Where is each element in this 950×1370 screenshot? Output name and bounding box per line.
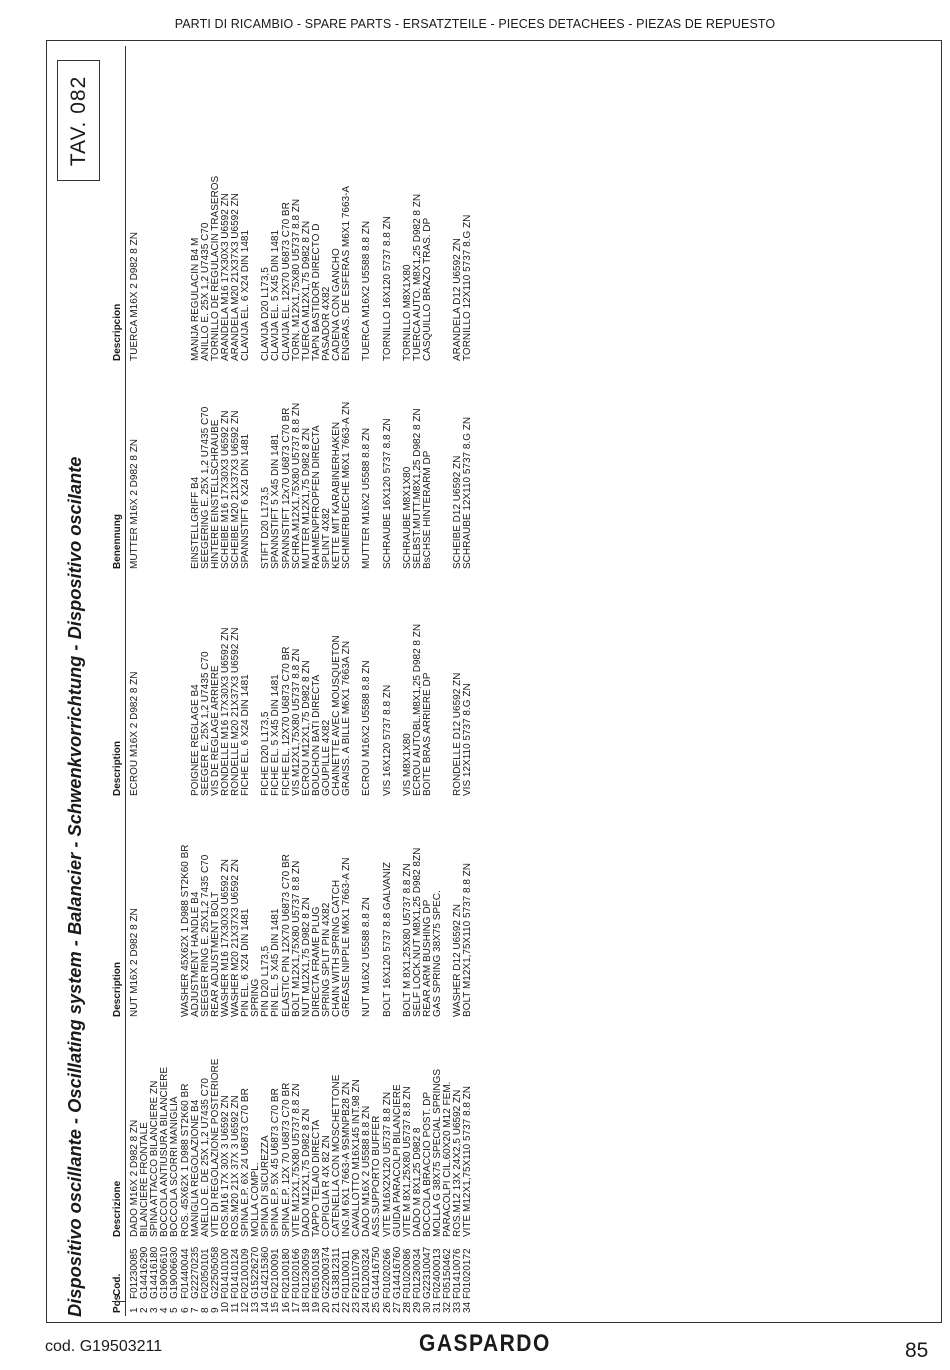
cell-it: BOCCOLA BRACCIO POST. DP [421,1091,433,1237]
cell-de: MUTTER M12X1,75 D982 8 ZN [300,427,312,569]
table-row [170,46,180,1316]
cell-en: NUT M12X1,75 D982 8 ZN [300,897,312,1017]
cell-en: SELF LOCK.NUT M8X1,25 D982 8ZN [411,847,423,1017]
cell-en: WASHER M16 17X30X3 U6592 ZN [219,858,231,1017]
cell-fr: FICHE EL. 5 X45 DIN 1481 [270,674,282,796]
cell-en: REAR ADJUSTMENT BOLT [209,891,221,1017]
cell-en: WASHER 45X62X 1 D988 ST2K60 BR [179,844,191,1017]
cell-fr: BOUCHON BATI DIRECTA [310,674,322,796]
cell-pos: 6 [179,1307,191,1313]
cell-cod: G19006610 [159,1246,171,1299]
cell-de: MUTTER M16X 2 D982 8 ZN [129,438,140,569]
cell-cod: F01440044 [179,1248,191,1299]
cell-it: ASS.SUPPORTO BUFFER [371,1115,383,1237]
tav-label: TAV. 082 [66,75,90,166]
cell-es: TORNILLO DE REGULACIN TRASEROS [209,175,221,361]
cell-pos: 18 [300,1301,312,1313]
cell-cod: G14416760 [391,1246,403,1299]
cell-pos: 15 [270,1301,282,1313]
cell-cod: F01020266 [381,1248,393,1299]
cell-es: TORN. M12X1,75X80 U5737 8.8 ZN [290,198,302,361]
cell-pos: 3 [149,1307,161,1313]
cell-pos: 11 [230,1302,241,1313]
cell-cod: F01410124 [230,1248,241,1299]
cell-it: ROS. 45X62X 1 D988 ST2K60 BR [179,1083,191,1237]
cell-pos: 34 [462,1301,474,1313]
cell-es: TUERCA M16X2 U5588 8.8 ZN [361,220,373,361]
cell-pos: 30 [421,1301,433,1313]
cell-pos: 21 [331,1301,342,1313]
cell-es: TUERCA M16X 2 D982 8 ZN [129,232,140,361]
cell-pos: 33 [452,1301,464,1313]
cell-fr: ECROU M16X 2 D982 8 ZN [129,671,140,796]
cell-pos: 12 [240,1301,252,1313]
cell-it: PARACOLPI CIL.60X20 M12 FEM. [442,1081,454,1237]
cell-pos: 1 [129,1307,140,1313]
cell-pos: 27 [391,1301,403,1313]
cell-it: DADO M16X 2 U5588 8.8 ZN [361,1105,373,1237]
cell-pos: 24 [361,1301,373,1313]
cell-it: ANELLO E. DE 25X 1,2 U7435 C70 [199,1078,211,1237]
cell-es: CLAVIJA D20 L173,5 [260,267,272,361]
cell-es: PASADOR 4X82 [320,286,332,361]
cell-pos: 19 [310,1301,322,1313]
table-row [372,46,382,1316]
brand-logo: GASPARDO [419,1330,551,1357]
cell-cod: G14416290 [139,1246,151,1299]
cell-cod: F01200324 [361,1248,373,1299]
col-description-fr: Description [112,740,123,796]
cell-fr: FICHE D20 L173,5 [260,711,272,796]
cell-de: STIFT D20 L173,5 [260,486,272,569]
cell-es: TUERCA AUTO. M8X1,25 D982 8 ZN [411,193,423,361]
cell-cod: F02400013 [432,1248,443,1299]
cell-cod: F01020086 [401,1248,413,1299]
cell-en: NUT M16X2 U5588 8.8 ZN [361,897,373,1017]
cell-it: CAVALLOTTO M16X145 INT.98 ZN [351,1079,363,1237]
cell-cod: F01100011 [341,1249,353,1299]
cell-de: SCHRA.M12X1,75X80 U5737 8.8 ZN [290,402,302,569]
cell-en: WASHER M20 21X37X3 U6592 ZN [230,858,241,1017]
cell-it: DADO M 8X1,25 D982 8 [411,1127,423,1237]
cell-pos: 23 [351,1301,363,1313]
pos-separator [112,1301,126,1302]
cell-it: CATENELLA CON MOSCHETTONE [331,1074,342,1237]
cell-es: ENGRAS. DE ESFERAS M6X1 7663-A [341,185,353,361]
cell-fr: VIS DE REGLAGE ARRIERE [209,665,221,796]
cell-it: VITE M 8X1,25X80 U5737 8.8 ZN [401,1086,413,1237]
cell-de: SPANNSTIFT 5 X45 DIN 1481 [270,433,282,569]
col-descrizione: Descrizione [112,1180,123,1237]
cell-pos: 13 [250,1301,262,1313]
cell-cod: G22505058 [209,1246,221,1299]
page-number: 85 [905,1339,929,1362]
cell-pos: 17 [290,1301,302,1313]
spare-parts-header: PARTI DI RICAMBIO - SPARE PARTS - ERSATZTEILE - PIECES DETACHEES - PIEZAS DE REPUESTO [174,17,776,31]
cell-cod: G14416750 [371,1246,383,1299]
cell-fr: SEEGER E. 25X 1,2 U7435 C70 [199,651,211,796]
cell-cod: F01020166 [290,1248,302,1299]
table-row [282,46,292,1316]
cell-de: MUTTER M16X2 U5588 8.8 ZN [361,427,373,569]
col-descripcion: Descripcion [112,303,123,361]
table-row [241,46,251,1316]
cell-cod: F20110790 [351,1249,363,1299]
cell-fr: POIGNEE REGLAGE B4 [189,684,201,796]
cell-en: SEEGER RING E. 25X1,2 7435 C70 [199,854,211,1017]
cell-it: ROS.M20 21X 37X 3 U6592 ZN [230,1095,241,1237]
cell-es: TORNILLO M8X1X80 [401,264,413,361]
cell-es: TORNILLO 16X120 5737 8.8 ZN [381,216,393,361]
table-row [271,46,281,1316]
cell-it: MANIGLIA REGOLAZIONE B4 [189,1099,201,1237]
cell-de: SCHEIBE D12 U6592 ZN [452,455,464,569]
cell-pos: 14 [260,1301,272,1313]
cell-pos: 7 [189,1307,201,1313]
cell-fr: VIS 16X120 5737 8.8 ZN [381,684,393,796]
cell-fr: RONDELLE D12 U6592 ZN [452,672,464,796]
header-rule [125,46,126,1316]
cell-es: ARANDELA D12 U6592 ZN [452,238,464,361]
cell-en: BOLT 16X120 5737 8.8 GALVANIZ [381,862,393,1017]
cell-pos: 32 [442,1301,454,1313]
cell-pos: 2 [139,1307,151,1313]
cell-it: SPINA E.P. 12X 70 U6873 C70 BR [280,1082,292,1237]
cell-es: TORNILLO 12X110 5737 8.G ZN [462,214,474,361]
cell-it: ROS.M16 17X 30X 3 U6592 ZN [219,1095,231,1237]
table-row [181,46,191,1316]
cell-de: SPANNSTIFT 6 X24 DIN 1481 [240,433,252,569]
cell-de: KETTE MIT KARABINERHAKEN [331,421,342,569]
cell-es: CLAVIJA EL. 5 X45 DIN 1481 [270,229,282,361]
cell-es: CADENA CON GANCHO [331,248,342,361]
col-pos: Pos. [112,1291,123,1313]
cell-pos: 31 [432,1301,443,1313]
table-row [383,46,393,1316]
cell-en: NUT M16X 2 D982 8 ZN [129,908,140,1017]
cell-it: BOCCOLA SCORRI MANIGLIA [169,1096,181,1237]
cell-fr: VIS M8X1X80 [401,733,413,796]
cell-de: SCHRAUBE 12X110 5737 8.G ZN [462,416,474,569]
cell-it: ING.M 6X1 7663-A 9SMNPB28 ZN [341,1081,353,1237]
cell-it: VITE M12X1,75X110 5737 8.8 ZN [462,1085,474,1237]
cell-it: DADO M12X1,75 D982 8 ZN [300,1108,312,1237]
cell-es: CLAVIJA EL. 6 X24 DIN 1481 [240,229,252,361]
cell-fr: GRAISS. A BILLE M6X1 7663A ZN [341,640,353,796]
cell-it: SPINA DI SICUREZZA [260,1135,272,1237]
cell-fr: VIS 12X110 5737 8.G ZN [462,683,474,796]
cell-pos: 28 [401,1301,413,1313]
cell-es: MANIJA REGULACIN B4 M [189,237,201,361]
cell-en: ADJUSTMENT HANDLE B4 [189,891,201,1017]
cell-de: SCHMIERBUECHE M6X1 7663-A ZN [341,401,353,569]
cell-cod: F01230034 [411,1248,423,1299]
cell-cod: F05150462 [442,1248,454,1299]
cell-en: PIN D20 L173,5 [260,945,272,1017]
cell-de: BsCHSE HINTERARM DP [421,450,433,569]
cell-it: COPIGLIA R 4X 82 ZN [320,1135,332,1237]
cell-en: PIN EL. 6 X24 DIN 1481 [240,908,252,1017]
cell-it: SPINA E.P. 6X 24 U6873 C70 BR [240,1088,252,1237]
cell-fr: VIS M12X1,75X80 U5737 8.8 ZN [290,648,302,796]
cell-pos: 4 [159,1307,171,1313]
cell-cod: F01410100 [219,1248,231,1299]
cell-de: SCHEIBE M20 21X37X3 U6592 ZN [230,410,241,569]
cell-de: SCHRAUBE 16X120 5737 8.8 ZN [381,418,393,569]
cell-it: VITE DI REGOLAZIONE POSTERIORE [209,1058,221,1237]
cell-en: WASHER D12 U6592 ZN [452,904,464,1017]
cell-en: PIN EL. 5 X45 DIN 1481 [270,908,282,1017]
cell-en: BOLT M12X1,75X80 U5737 8.8 ZN [290,860,302,1017]
cell-cod: G22270235 [189,1246,201,1299]
cell-it: TAPPO TELAIO DIRECTA [310,1119,322,1237]
cell-en: CHAIN WITH SPRING CATCH [331,879,342,1017]
cell-de: SEEGERING E. 25X 1,2 U7435 C70 [199,406,211,569]
cell-pos: 10 [219,1301,231,1313]
cell-it: BILANCIERE FRONTALE [139,1122,151,1237]
cell-it: GUIDA PARACOLPI BILANCIERE [391,1084,403,1237]
table-row [251,46,261,1316]
cell-fr: RONDELLE M16 17X30X3 U6592 ZN [219,627,231,796]
cell-it: VITE M16X2X120 U5737 8.8 ZN [381,1091,393,1237]
cell-de: SPLINT 4X82 [320,508,332,569]
cell-it: MOLLA G 38X75 SPECIAL SPRINGS [432,1068,443,1237]
cell-de: SELBST.MUTT.M8X1,25 D982 8 ZN [411,408,423,569]
cell-cod: F02050101 [199,1248,211,1299]
cell-cod: G22310047 [421,1246,433,1299]
cell-cod: F02100091 [270,1248,282,1299]
cell-en: GAS SPRING 38X75 SPEC. [432,890,443,1017]
parts-table [50,46,940,1316]
cell-en: BOLT M 8X1,25X80 U5737 8.8 ZN [401,863,413,1017]
cell-fr: BOITE BRAS ARRIERE DP [421,672,433,796]
col-cod: Cod. [112,1273,123,1296]
cell-pos: 29 [411,1301,423,1313]
cell-pos: 26 [381,1301,393,1313]
cell-cod: G15226270 [250,1246,262,1299]
cell-fr: RONDELLE M20 21X37X3 U6592 ZN [230,627,241,796]
cell-es: ANILLO E. 25X 1,2 U7435 C70 [199,222,211,361]
cell-de: HINTERE EINSTELLSCHRAUBE [209,419,221,569]
cell-cod: G13812311 [331,1247,342,1299]
cell-es: CLAVIJA EL. 12X70 U6873 C70 BR [280,202,292,361]
cell-fr: ECROU AUTOBL.M8X1,25 D982 8 ZN [411,623,423,796]
cell-cod: F01230059 [300,1248,312,1299]
cell-pos: 22 [341,1301,353,1313]
cell-de: EINSTELLGRIFF B4 [189,476,201,569]
cell-cod: F01020172 [462,1248,474,1299]
cell-es: ARANDELA M20 21X37X3 U6592 ZN [230,193,241,361]
cell-en: ELASTIC PIN 12X70 U6873 C70 BR [280,854,292,1017]
cell-de: SPANNSTIFT 12x70 U6873 C70 BR [280,407,292,569]
table-title: Dispositivo oscillante - Oscillating system - Balancier - Schwenkvorrichtung - Dispositivo osciIante [64,456,85,1317]
cell-de: SCHEIBE M16 17X30X3 U6592 ZN [219,410,231,569]
table-row [312,46,322,1316]
cell-es: TAPN BASTIDOR DIRECTO D [310,223,322,361]
cell-it: VITE M12X1,75X80 U5737 8.8 ZN [290,1083,302,1237]
cell-fr: FICHE EL. 6 X24 DIN 1481 [240,674,252,796]
cell-it: ROS.M12 13X 24X2,5 U6592 ZN [452,1089,464,1237]
cell-cod: F01410076 [452,1248,464,1299]
cell-es: ARANDELA M16 17X30X3 U6592 ZN [219,193,231,361]
cell-en: REAR ARM BUSHING DP [421,899,433,1017]
cell-cod: F05100158 [310,1248,322,1299]
cell-pos: 5 [169,1307,181,1313]
document-code: cod. G19503211 [45,1338,163,1355]
cell-cod: G14416180 [149,1246,161,1299]
cell-cod: G22000374 [320,1246,332,1299]
cell-pos: 16 [280,1301,292,1313]
cell-pos: 20 [320,1301,332,1313]
cell-de: SCHRAUBE M8X1X80 [401,466,413,569]
col-benennung: Benennung [112,514,123,569]
cell-it: MOLLA COMPL. [250,1162,262,1237]
cell-fr: FICHE EL. 12X70 U6873 C70 BR [280,646,292,796]
cell-en: GREASE NIPPLE M6X1 7663-A ZN [341,857,353,1017]
cell-cod: F02100180 [280,1248,292,1299]
cell-pos: 8 [199,1307,211,1313]
cell-cod: F02100109 [240,1248,252,1299]
cell-en: SPRING SPLIT PIN 4X82 [320,902,332,1017]
cell-it: SPINA E.P. 5X 45 U6873 C70 BR [270,1088,282,1237]
cell-es: CASQUILLO BRAZO TRAS. DP [421,217,433,361]
cell-fr: ECROU M16X2 U5588 8.8 ZN [361,660,373,796]
cell-it: BOCCOLA ANTIUSURA BILANCIERE [159,1066,171,1237]
cell-en: SPRING [250,978,262,1017]
cell-cod: G19006630 [169,1246,181,1299]
cell-en: BOLT M12X1,75X110 5737 8.8 ZN [462,863,474,1017]
cell-es: TUERCA M12X1,75 D982 8 ZN [300,220,312,361]
cell-it: DADO M16X 2 D982 8 ZN [129,1119,140,1237]
cell-it: SPINA ATTACCO BILANCIERE ZN [149,1080,161,1237]
cell-cod: F01230085 [129,1248,140,1299]
cell-cod: G14215360 [260,1246,272,1299]
cell-fr: ECROU M12X1,75 D982 8 ZN [300,660,312,796]
cell-de: RAHMENPFROPFEN DIRECTA [310,425,322,569]
cell-en: DIRECTA FRAME PLUG [310,906,322,1017]
col-description-en: Description [112,961,123,1017]
cell-pos: 9 [209,1307,221,1313]
cell-pos: 25 [371,1301,383,1313]
table-row [463,46,473,1316]
cell-fr: GOUPILLE 4X82 [320,719,332,796]
cell-fr: CHAINETTE AVEC MOUSQUETON [331,635,342,796]
